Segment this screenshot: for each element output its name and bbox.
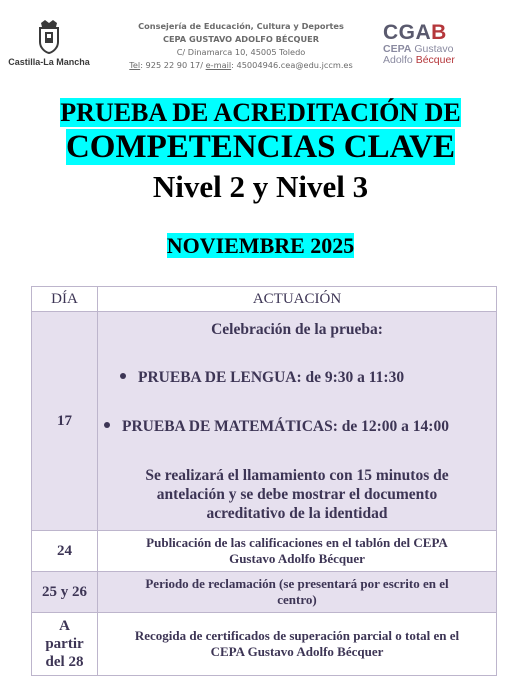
table-row <box>32 312 497 531</box>
action-cell: Recogida de certificados de superación parcial o total en el CEPA Gustavo Adolfo Bécquer <box>98 613 497 676</box>
day-cell: 24 <box>32 531 98 572</box>
contact-line <box>96 59 386 72</box>
list-item: PRUEBA DE MATEMÁTICAS: de 12:00 a 14:00 <box>98 418 496 436</box>
coat-of-arms-icon <box>37 20 61 54</box>
table-header-row <box>32 287 497 312</box>
email-value: : 45004946.cea@edu.jccm.es <box>231 60 353 70</box>
email-label: e-mail <box>205 60 232 70</box>
column-header-actuacion: ACTUACIÓN <box>98 287 497 312</box>
roll-call-note: Se realizará el llamamiento con 15 minutos de antelación y se debe mostrar el documento acreditativo de la identidad <box>145 467 449 522</box>
bullet-icon <box>120 373 126 379</box>
tel-value: : 925 22 90 17/ <box>140 60 206 70</box>
cgab-line1: CEPA Gustavo <box>383 43 454 55</box>
column-header-dia: DÍA <box>32 287 98 312</box>
action-cell <box>98 312 497 531</box>
title-line-2: COMPETENCIAS CLAVE <box>65 129 456 165</box>
day-cell: 17 <box>32 312 98 531</box>
day-cell: 25 y 26 <box>32 572 98 613</box>
list-item: PRUEBA DE LENGUA: de 9:30 a 11:30 <box>98 369 496 387</box>
day-cell: A partir del 28 <box>32 613 98 676</box>
school-name: CEPA GUSTAVO ADOLFO BÉCQUER <box>162 34 320 44</box>
exam-celebration-title: Celebración de la prueba: <box>211 321 383 338</box>
exam-date-title: NOVIEMBRE 2025 <box>166 233 355 258</box>
title-block <box>0 96 521 260</box>
bullet-icon <box>104 422 110 428</box>
contact-block <box>96 20 386 72</box>
region-logo-text: Castilla-La Mancha <box>8 57 90 67</box>
letterhead <box>0 0 521 90</box>
cgab-logo <box>383 22 493 66</box>
department-name: Consejería de Educación, Cultura y Deportes <box>138 21 344 31</box>
action-cell: Publicación de las calificaciones en el tablón del CEPA Gustavo Adolfo Bécquer <box>98 531 497 572</box>
castilla-la-mancha-logo <box>8 20 90 67</box>
action-cell: Periodo de reclamación (se presentará por escrito en el centro) <box>98 572 497 613</box>
title-levels: Nivel 2 y Nivel 3 <box>152 169 369 204</box>
table-row <box>32 613 497 676</box>
table-row <box>32 572 497 613</box>
tel-label: Tel <box>129 60 141 70</box>
title-line-1: PRUEBA DE ACREDITACIÓN DE <box>60 98 461 127</box>
schedule-table <box>31 286 497 676</box>
table-row <box>32 531 497 572</box>
cgab-line2: Adolfo Bécquer <box>383 54 455 66</box>
school-address: C/ Dinamarca 10, 45005 Toledo <box>176 47 306 57</box>
cgab-wordmark: CGAB <box>383 21 447 44</box>
